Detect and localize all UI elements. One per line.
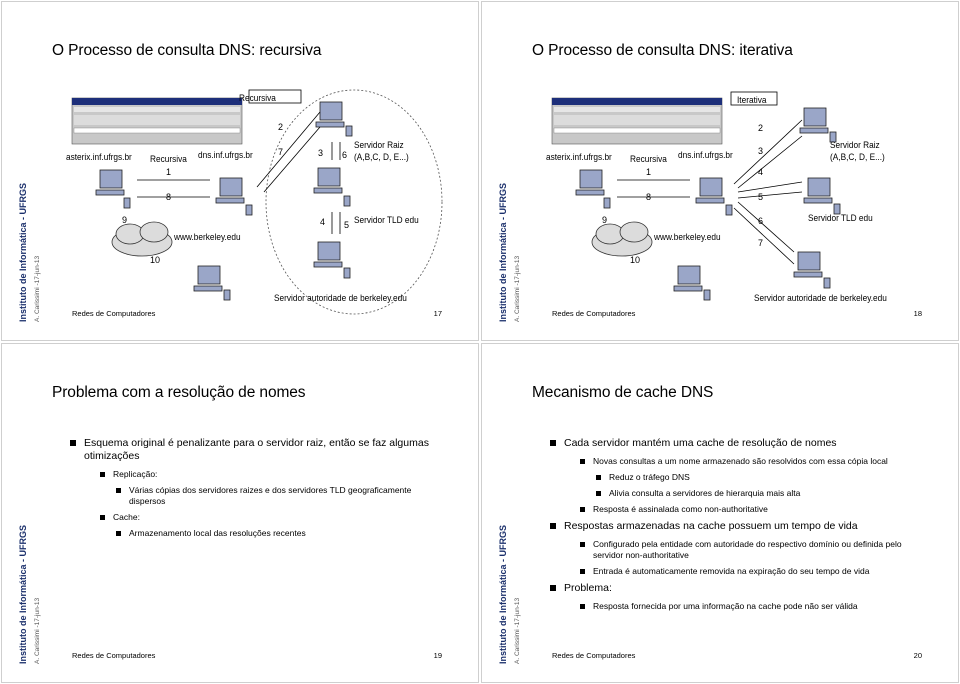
- mode-local-label: Recursiva: [630, 154, 667, 164]
- client-computer-icon: [576, 170, 610, 208]
- browser-window-icon: [552, 98, 722, 144]
- step-number: 5: [758, 192, 764, 202]
- footer-text: Redes de Computadores: [72, 651, 156, 660]
- root-sub-label: (A,B,C, D, E...): [830, 152, 885, 162]
- step-number: 7: [278, 147, 284, 157]
- slide-17: [1, 1, 479, 341]
- server-ellipse: [266, 90, 442, 314]
- auth-label: Servidor autoridade de berkeley.edu: [274, 293, 407, 303]
- dns-diagram: [2, 2, 480, 342]
- root-server-icon: [804, 178, 840, 214]
- local-computer-icon-2: [800, 108, 836, 142]
- host-label: asterix.inf.ufrgs.br: [546, 152, 612, 162]
- author-label: A. Carissimi -17-jun-13: [34, 597, 41, 664]
- slide-title: O Processo de consulta DNS: recursiva: [52, 42, 322, 59]
- institution-label: Instituto de Informática - UFRGS: [18, 182, 28, 322]
- root-label: Servidor Raiz: [354, 140, 404, 150]
- bullet-list: [550, 437, 928, 617]
- local-dns-label: dns.inf.ufrgs.br: [678, 150, 733, 160]
- author-label: A. Carissimi -17-jun-13: [514, 597, 521, 664]
- bullet-item: Armazenamento local das resoluções recentes: [116, 528, 448, 539]
- mode-box-label: Recursiva: [239, 93, 276, 103]
- bullet-item: Esquema original é penalizante para o servidor raiz, então se faz algumas otimizações: [70, 437, 448, 463]
- local-computer-icon-2: [316, 102, 352, 136]
- slide-title: Mecanismo de cache DNS: [532, 384, 714, 401]
- dns-diagram: [482, 2, 960, 342]
- bullet-item: Várias cópias dos servidores raizes e dos servidores TLD geograficamente dispersos: [116, 485, 448, 507]
- bullet-item: Respostas armazenadas na cache possuem um tempo de vida: [550, 520, 928, 533]
- page-number: 19: [433, 651, 442, 660]
- slide-20: [481, 343, 959, 683]
- auth-label: Servidor autoridade de berkeley.edu: [754, 293, 887, 303]
- bullet-item: Resposta fornecida por uma informação na cache pode não ser válida: [580, 601, 928, 612]
- mode-local-label: Recursiva: [150, 154, 187, 164]
- tld-label: Servidor TLD edu: [354, 215, 419, 225]
- footer-text: Redes de Computadores: [72, 309, 156, 318]
- berkeley-label: www.berkeley.edu: [654, 232, 721, 242]
- berkeley-label: www.berkeley.edu: [174, 232, 241, 242]
- bullet-item: Problema:: [550, 582, 928, 595]
- step-number: 2: [758, 123, 764, 133]
- page-number: 20: [913, 651, 922, 660]
- step-number: 4: [758, 167, 764, 177]
- step-number: 1: [646, 167, 652, 177]
- local-dns-computer-icon: [216, 178, 252, 215]
- step-number: 9: [602, 215, 608, 225]
- mode-box-label: Iterativa: [737, 95, 767, 105]
- step-number: 6: [342, 150, 348, 160]
- bullet-item: Resposta é assinalada como non-authoritative: [580, 504, 928, 515]
- browser-window-icon: [72, 98, 242, 144]
- root-sub-label: (A,B,C, D, E...): [354, 152, 409, 162]
- slide-18: [481, 1, 959, 341]
- institution-label: Instituto de Informática - UFRGS: [498, 182, 508, 322]
- step-number: 2: [278, 122, 284, 132]
- step-number: 5: [344, 220, 350, 230]
- page-number: 18: [913, 309, 922, 318]
- step-number: 10: [150, 255, 161, 265]
- step-number: 7: [758, 238, 764, 248]
- host-label: asterix.inf.ufrgs.br: [66, 152, 132, 162]
- bullet-item: Novas consultas a um nome armazenado são resolvidos com essa cópia local: [580, 456, 928, 467]
- berkeley-computer-icon: [674, 266, 710, 300]
- step-number: 3: [758, 146, 764, 156]
- internet-cloud-icon: [592, 222, 652, 256]
- step-number: 6: [758, 216, 764, 226]
- bullet-item: Configurado pela entidade com autoridade do respectivo domínio ou definida pelo servidor non-authoritative: [580, 539, 928, 561]
- client-computer-icon: [96, 170, 130, 208]
- sidebar: [496, 444, 536, 664]
- step-number: 9: [122, 215, 128, 225]
- bullet-item: Reduz o tráfego DNS: [596, 472, 928, 483]
- step-number: 3: [318, 148, 324, 158]
- root-label: Servidor Raiz: [830, 140, 880, 150]
- tld-server-icon: [794, 252, 830, 288]
- bullet-item: Alivia consulta a servidores de hierarquia mais alta: [596, 488, 928, 499]
- author-label: A. Carissimi -17-jun-13: [34, 255, 41, 322]
- page-number: 17: [433, 309, 442, 318]
- bullet-item: Entrada é automaticamente removida na expiração do seu tempo de vida: [580, 566, 928, 577]
- step-number: 10: [630, 255, 641, 265]
- slide-19: [1, 343, 479, 683]
- berkeley-computer-icon: [194, 266, 230, 300]
- bullet-item: Cada servidor mantém uma cache de resolução de nomes: [550, 437, 928, 450]
- bullet-item: Cache:: [100, 512, 448, 523]
- sidebar: [16, 444, 56, 664]
- bullet-item: Replicação:: [100, 469, 448, 480]
- internet-cloud-icon: [112, 222, 172, 256]
- institution-label: Instituto de Informática - UFRGS: [18, 524, 28, 664]
- bullet-list: [70, 437, 448, 544]
- step-number: 8: [166, 192, 172, 202]
- author-label: A. Carissimi -17-jun-13: [514, 255, 521, 322]
- tld-server-icon: [314, 242, 350, 278]
- local-dns-label: dns.inf.ufrgs.br: [198, 150, 253, 160]
- step-number: 4: [320, 217, 326, 227]
- slide-title: O Processo de consulta DNS: iterativa: [532, 42, 793, 59]
- slide-title: Problema com a resolução de nomes: [52, 384, 306, 401]
- step-number: 8: [646, 192, 652, 202]
- institution-label: Instituto de Informática - UFRGS: [498, 524, 508, 664]
- step-number: 1: [166, 167, 172, 177]
- root-server-icon: [314, 168, 350, 206]
- tld-label: Servidor TLD edu: [808, 213, 873, 223]
- footer-text: Redes de Computadores: [552, 651, 636, 660]
- footer-text: Redes de Computadores: [552, 309, 636, 318]
- local-dns-computer-icon: [696, 178, 732, 215]
